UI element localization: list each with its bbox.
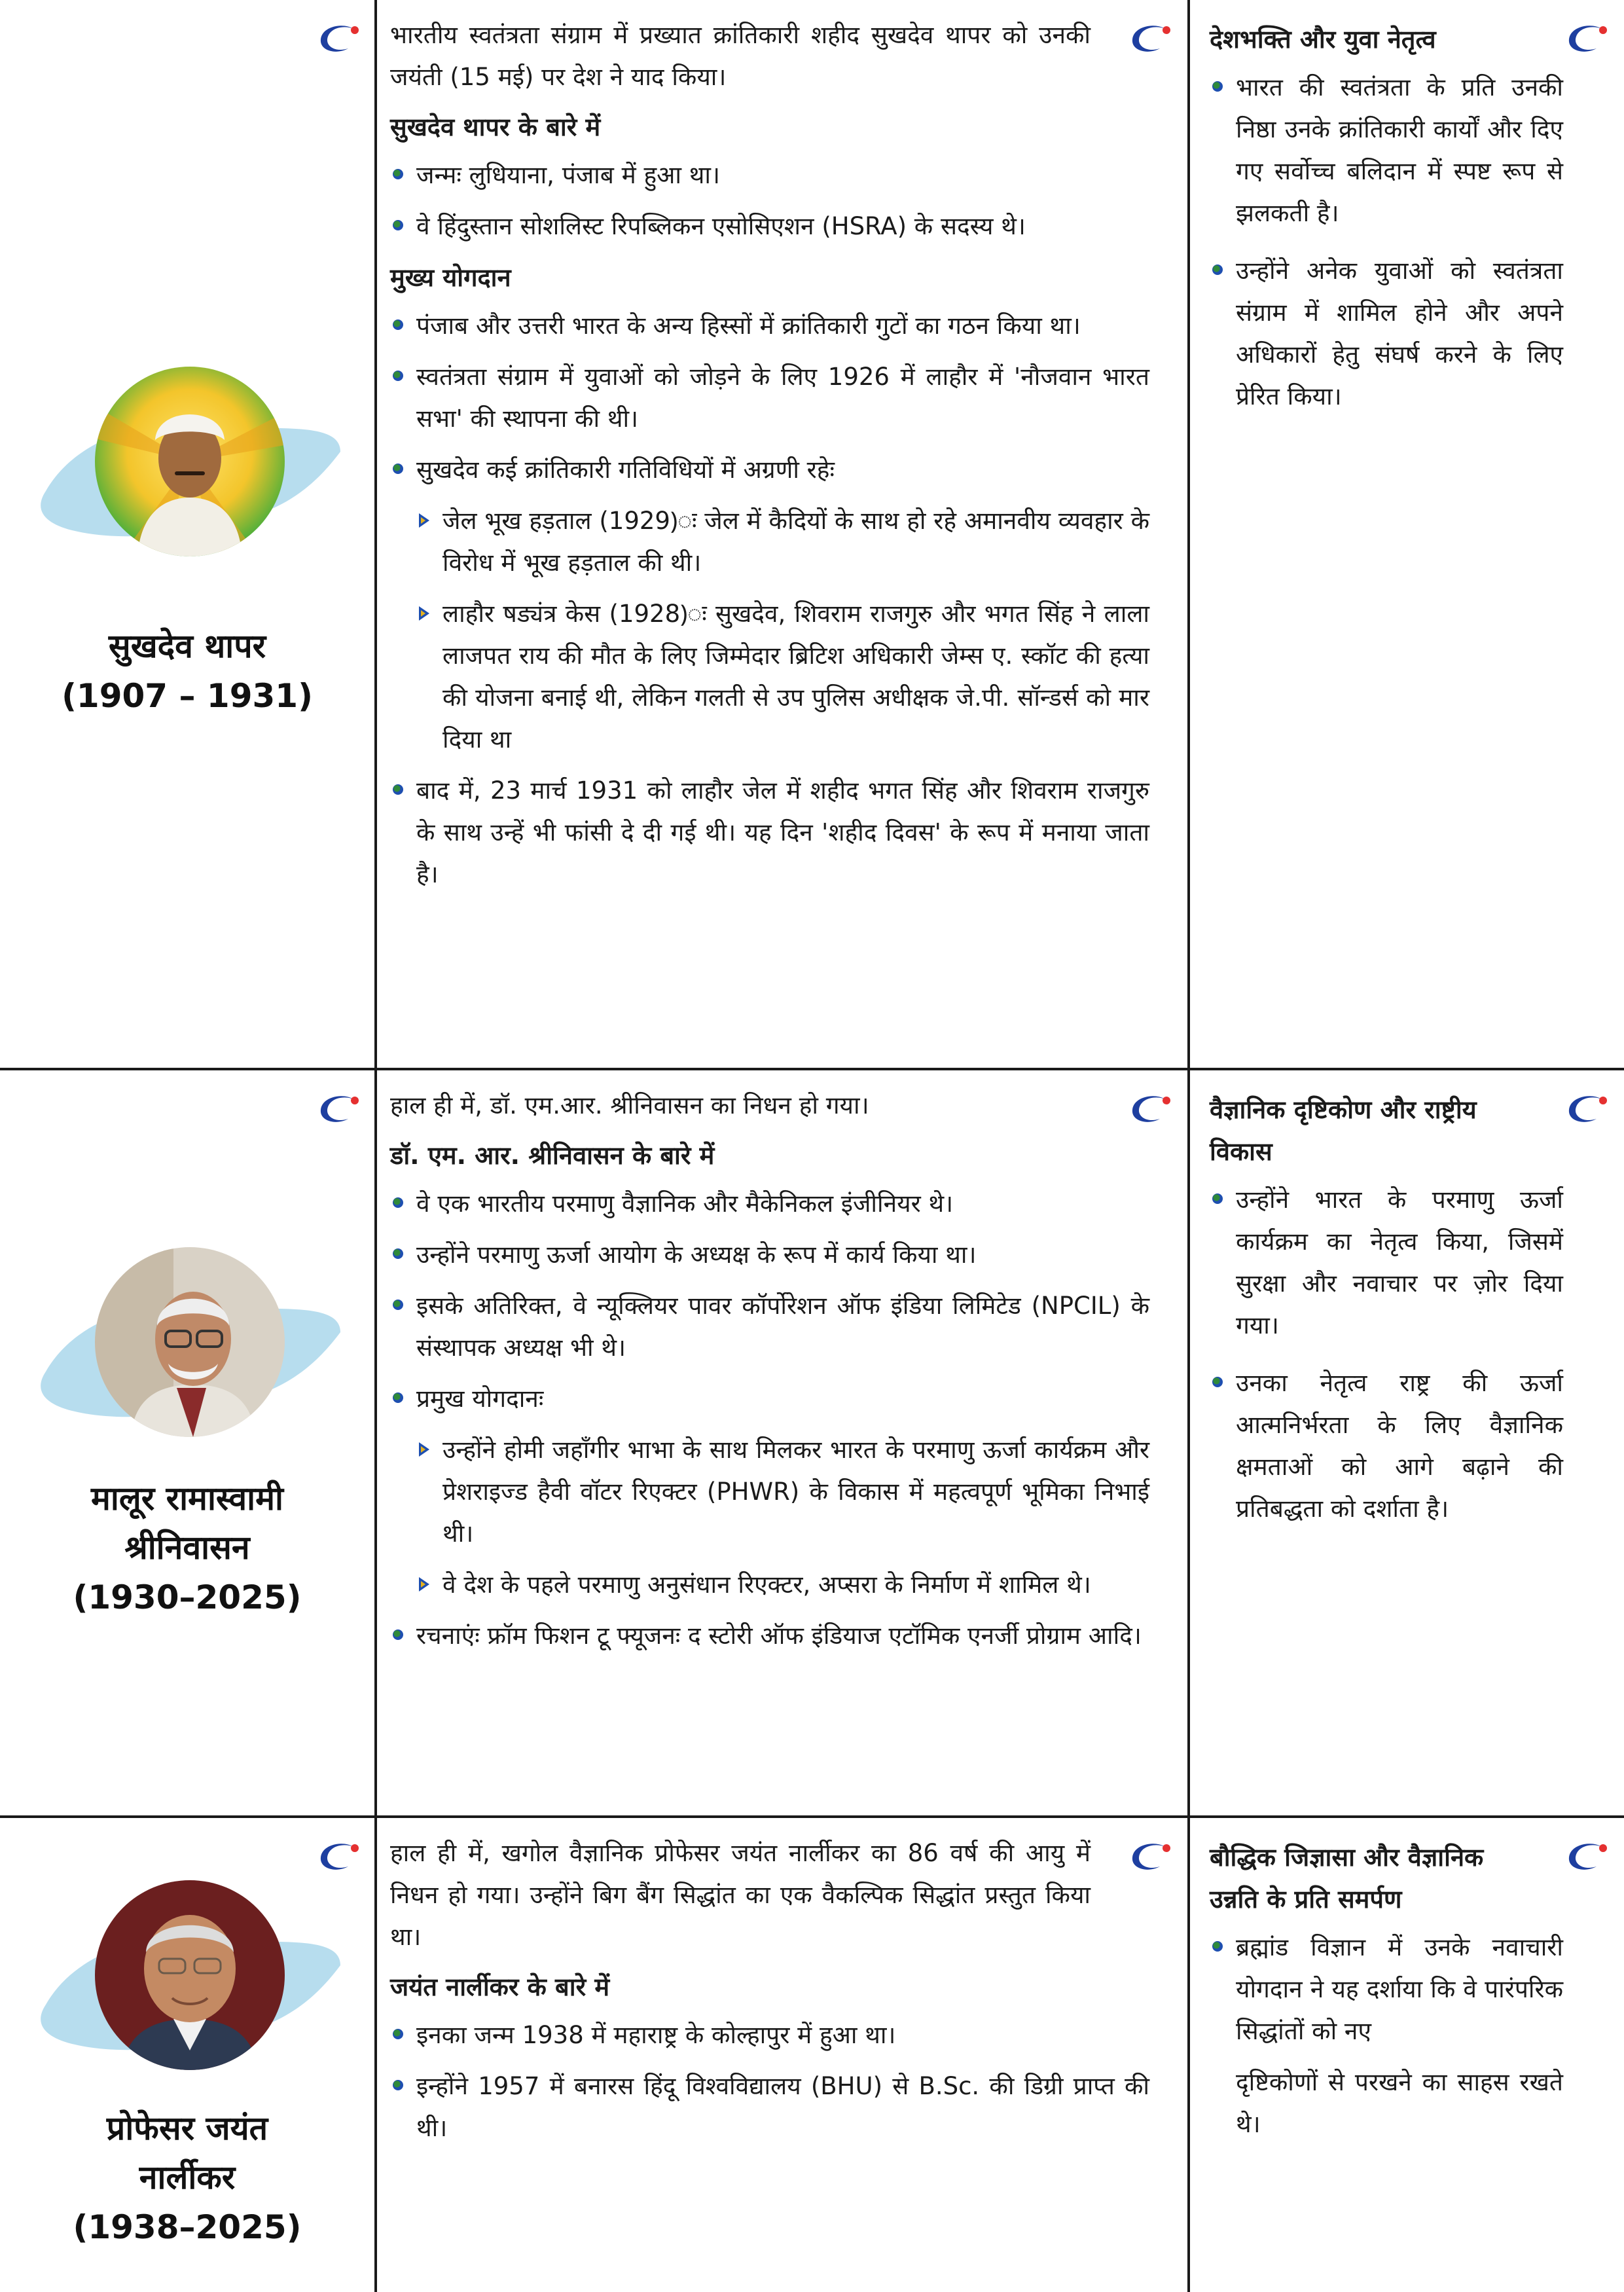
list-item: इसके अतिरिक्त, वे न्यूक्लियर पावर कॉर्पोरेशन ऑफ इंडिया लिमिटेड (NPCIL) के संस्थापक अध्यक्ष भी थे। (390, 1285, 1149, 1369)
about-heading: जयंत नार्लीकर के बारे में (390, 1973, 610, 2001)
details-content (390, 1832, 1149, 2158)
sub-list-item: जेल भूख हड़ताल (1929)ः जेल में कैदियों के साथ हो रहे अमानवीय व्यवहार के विरोध में भूख हड़ताल की थी। (415, 500, 1149, 584)
brand-logo-icon (1562, 1090, 1610, 1127)
person-years: (1930–2025) (73, 1578, 302, 1616)
values-list (1210, 1927, 1563, 2052)
person-years: (1907 – 1931) (62, 677, 313, 715)
list-item: उन्होंने भारत के परमाणु ऊर्जा कार्यक्रम का नेतृत्व किया, जिसमें सुरक्षा और नवाचार पर ज़ोर दिया गया। (1210, 1179, 1563, 1347)
list-item: प्रमुख योगदानः (390, 1378, 1149, 1420)
list-item: पंजाब और उत्तरी भारत के अन्य हिस्सों में क्रांतिकारी गुटों का गठन किया था। (390, 305, 1149, 347)
list-item: रचनाएंः फ्रॉम फिशन टू फ्यूजनः द स्टोरी ऑफ इंडियाज एटॉमिक एनर्जी प्रोग्राम आदि। (390, 1615, 1149, 1657)
list-item: बाद में, 23 मार्च 1931 को लाहौर जेल में शहीद भगत सिंह और शिवराम राजगुरु के साथ उन्हें भी फांसी दे दी गई थी। यह दिन 'शहीद दिवस' के रूप में मनाया जाता है। (390, 770, 1149, 896)
intro-text: हाल ही में, डॉ. एम.आर. श्रीनिवासन का निधन हो गया। (390, 1091, 869, 1119)
list-item: वे हिंदुस्तान सोशलिस्ट रिपब्लिकन एसोसिएशन (HSRA) के सदस्य थे। (390, 206, 1149, 247)
person-column (0, 1818, 374, 2292)
about-heading: सुखदेव थापर के बारे में (390, 113, 601, 141)
contribution-heading: मुख्य योगदान (390, 263, 511, 292)
details-content (390, 1085, 1149, 1666)
sub-list (415, 1429, 1149, 1606)
details-content (390, 14, 1149, 905)
section-mr-srinivasan (0, 1070, 1624, 1815)
values-list (1210, 67, 1563, 418)
intro-text: हाल ही में, खगोल वैज्ञानिक प्रोफेसर जयंत नार्लीकर का 86 वर्ष की आयु में निधन हो गया। उन्होंने बिग बैंग सिद्धांत का एक वैकल्पिक सिद्धांत प्रस्तुत किया था। (390, 1839, 1091, 1951)
portrait-sukhdev (33, 367, 347, 583)
values-content (1210, 1832, 1563, 2145)
sub-list-item: लाहौर षड्यंत्र केस (1928)ः सुखदेव, शिवराम राजगुरु और भगत सिंह ने लाला लाजपत राय की मौत के लिए जिम्मेदार ब्रिटिश अधिकारी जेम्स ए. स्कॉट की हत्या की योजना बनाई थी, लेकिन गलती से उप पुलिस अधीक्षक जे.पी. सॉन्डर्स को मार दिया था (415, 593, 1149, 761)
person-name: सुखदेव थापर (108, 627, 266, 665)
intro-text: भारतीय स्वतंत्रता संग्राम में प्रख्यात क्रांतिकारी शहीद सुखदेव थापर को उनकी जयंती (15 मई) पर देश ने याद किया। (390, 21, 1091, 91)
list-item: वे एक भारतीय परमाणु वैज्ञानिक और मैकेनिकल इंजीनियर थे। (390, 1183, 1149, 1225)
about-list (390, 155, 1149, 247)
list-item: उनका नेतृत्व राष्ट्र की ऊर्जा आत्मनिर्भरता के लिए वैज्ञानिक क्षमताओं को आगे बढ़ाने की प्रतिबद्धता को दर्शाता है। (1210, 1362, 1563, 1530)
sub-list-item: वे देश के पहले परमाणु अनुसंधान रिएक्टर, अप्सरा के निर्माण में शामिल थे। (415, 1564, 1149, 1606)
about-heading: डॉ. एम. आर. श्रीनिवासन के बारे में (390, 1141, 715, 1170)
person-name: प्रोफेसर जयंत (106, 2109, 268, 2147)
list-item: इन्होंने 1957 में बनारस हिंदू विश्वविद्यालय (BHU) से B.Sc. की डिग्री प्राप्त की थी। (390, 2065, 1149, 2149)
brand-logo-icon (1562, 1838, 1610, 1874)
closing-list (390, 1615, 1149, 1657)
details-column (377, 1818, 1187, 2292)
values-content (1210, 14, 1563, 433)
values-content (1210, 1085, 1563, 1546)
section-jayant-narlikar (0, 1818, 1624, 2292)
person-column (0, 0, 374, 1068)
values-heading: वैज्ञानिक दृष्टिकोण और राष्ट्रीय विकास (1210, 1095, 1477, 1166)
list-item: उन्होंने परमाणु ऊर्जा आयोग के अध्यक्ष के रूप में कार्य किया था। (390, 1234, 1149, 1276)
list-item: स्वतंत्रता संग्राम में युवाओं को जोड़ने के लिए 1926 में लाहौर में 'नौजवान भारत सभा' की स्थापना की थी। (390, 356, 1149, 440)
closing-list (390, 770, 1149, 896)
about-list (390, 2014, 1149, 2149)
list-item: उन्होंने अनेक युवाओं को स्वतंत्रता संग्राम में शामिल होने और अपने अधिकारों हेतु संघर्ष करने के लिए प्रेरित किया। (1210, 250, 1563, 418)
values-heading: देशभक्ति और युवा नेतृत्व (1210, 25, 1436, 54)
list-item: सुखदेव कई क्रांतिकारी गतिविधियों में अग्रणी रहेः (390, 449, 1149, 491)
person-years: (1938–2025) (73, 2208, 302, 2246)
values-list (1210, 1179, 1563, 1530)
sub-list (415, 500, 1149, 761)
portrait-narlikar (33, 1880, 347, 2096)
values-column (1190, 1818, 1624, 2292)
person-name: मालूर रामास्वामी (91, 1480, 283, 1518)
details-column (377, 0, 1187, 1068)
section-sukhdev-thapar (0, 0, 1624, 1068)
values-continuation: दृष्टिकोणों से परखने का साहस रखते थे। (1236, 2068, 1563, 2138)
about-list (390, 1183, 1149, 1420)
details-column (377, 1070, 1187, 1815)
values-heading: बौद्धिक जिज्ञासा और वैज्ञानिक उन्नति के प्रति समर्पण (1210, 1843, 1484, 1914)
list-item: इनका जन्म 1938 में महाराष्ट्र के कोल्हापुर में हुआ था। (390, 2014, 1149, 2056)
list-item: भारत की स्वतंत्रता के प्रति उनकी निष्ठा उनके क्रांतिकारी कार्यों और दिए गए सर्वोच्च बलिदान में स्पष्ट रूप से झलकती है। (1210, 67, 1563, 234)
brand-logo-icon (314, 1090, 361, 1127)
list-item: ब्रह्मांड विज्ञान में उनके नवाचारी योगदान ने यह दर्शाया कि वे पारंपरिक सिद्धांतों को नए (1210, 1927, 1563, 2052)
person-column (0, 1070, 374, 1815)
brand-logo-icon (314, 1838, 361, 1874)
list-item: जन्मः लुधियाना, पंजाब में हुआ था। (390, 155, 1149, 196)
brand-logo-icon (314, 20, 361, 56)
values-column (1190, 1070, 1624, 1815)
person-name: श्रीनिवासन (124, 1529, 250, 1567)
person-name: नार्लीकर (139, 2158, 236, 2196)
brand-logo-icon (1562, 20, 1610, 56)
sub-list-item: उन्होंने होमी जहाँगीर भाभा के साथ मिलकर भारत के परमाणु ऊर्जा कार्यक्रम और प्रेशराइज्ड हैवी वॉटर रिएक्टर (PHWR) के विकास में महत्वपूर्ण भूमिका निभाई थी। (415, 1429, 1149, 1555)
portrait-srinivasan (33, 1247, 347, 1463)
values-column (1190, 0, 1624, 1068)
contribution-list (390, 305, 1149, 491)
